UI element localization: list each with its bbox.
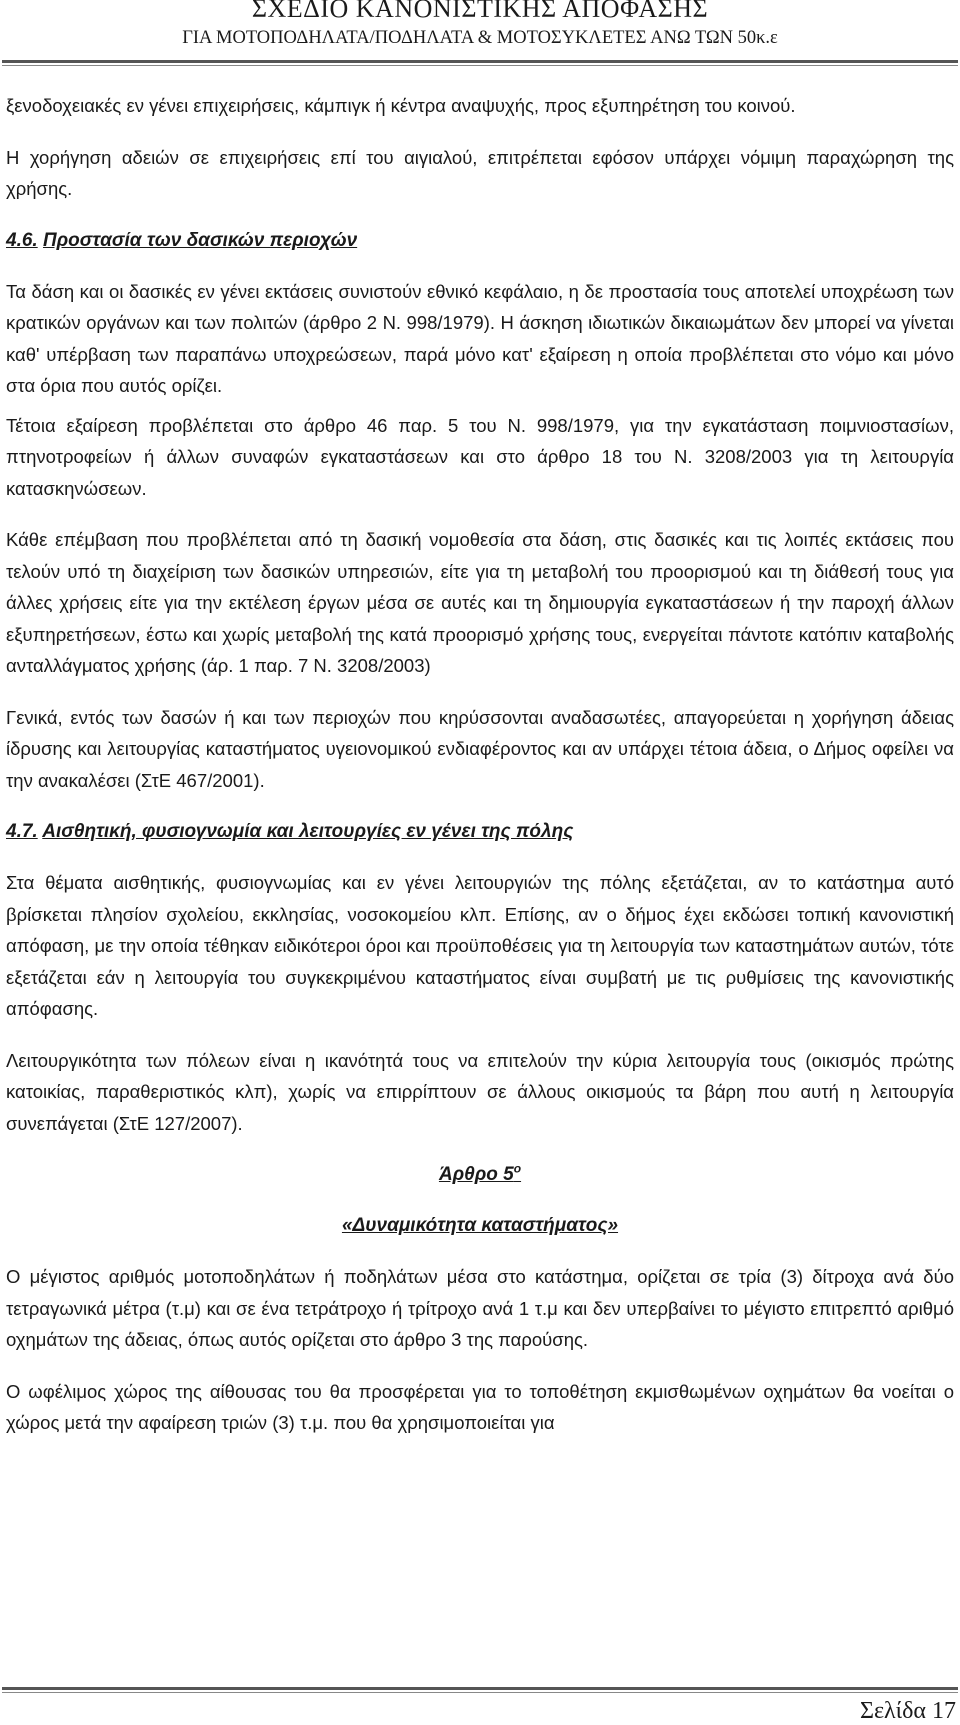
- document-title: ΣΧΕΔΙΟ ΚΑΝΟΝΙΣΤΙΚΗΣ ΑΠΟΦΑΣΗΣ: [251, 0, 709, 23]
- paragraph: Τέτοια εξαίρεση προβλέπεται στο άρθρο 46 παρ. 5 του Ν. 998/1979, για την εγκατάσταση ποιμνιοστασίων, πτηνοτροφείων ή άλλων συναφών εγκαταστάσεων και στο άρθρο 18 του Ν. 3208/2003 για τη λειτουργία κατασκηνώσεων.: [6, 414, 954, 499]
- header-divider-thin: [2, 65, 958, 66]
- paragraph: ξενοδοχειακές εν γένει επιχειρήσεις, κάμπιγκ ή κέντρα αναψυχής, προς εξυπηρέτηση του κοινού.: [6, 95, 796, 116]
- section-heading-4-6: [6, 225, 954, 256]
- document-subtitle: ΓΙΑ ΜΟΤΟΠΟΔΗΛΑΤΑ/ΠΟΔΗΛΑΤΑ & ΜΟΤΟΣΥΚΛΕΤΕΣ ΑΝΩ ΤΩΝ 50κ.ε: [182, 28, 778, 48]
- document-body: [6, 90, 954, 1459]
- paragraph: Γενικά, εντός των δασών ή και των περιοχών που κηρύσσονται αναδασωτέες, απαγορεύεται η χορήγηση άδειας ίδρυσης και λειτουργίας καταστήματος υγειονομικού ενδιαφέροντος και αν υπάρχει τέτοια άδεια, ο Δήμος οφείλει να την ανακαλέσει (ΣτΕ 467/2001).: [6, 706, 954, 791]
- paragraph: Ο ωφέλιμος χώρος της αίθουσας του θα προσφέρεται για το τοποθέτηση εκμισθωμένων οχημάτων θα νοείται ο χώρος μετά την αφαίρεση τριών (3) τ.μ. που θα χρησιμοποιείται για: [6, 1380, 954, 1433]
- page-number: Σελίδα 17: [859, 1698, 956, 1724]
- section-heading-4-7: [6, 816, 954, 847]
- article-label: Άρθρο 5: [438, 1164, 514, 1185]
- paragraph: Τα δάση και οι δασικές εν γένει εκτάσεις συνιστούν εθνικό κεφάλαιο, η δε προστασία τους αποτελεί υποχρέωση των κρατικών οργάνων και των πολιτών (άρθρο 2 Ν. 998/1979). Η άσκηση ιδιωτικών δικαιωμάτων δεν μπορεί να γίνεται καθ' υπέρβαση των παραπάνω υποχρεώσεων, παρά μόνο κατ' εξαίρεση η οποία προβλέπεται στο νόμο και μόνο στα όρια που αυτός ορίζει.: [6, 280, 954, 396]
- paragraph: Κάθε επέμβαση που προβλέπεται από τη δασική νομοθεσία στα δάση, στις δασικές και τις λοιπές εκτάσεις που τελούν υπό τη διαχείριση των δασικών υπηρεσιών, είτε για τη μεταβολή του προορισμού και τη διάθεσή τους για άλλες χρήσεις είτε για την εκτέλεση έργων μέσα σε αυτές και τη δημιουργία εγκαταστάσεων ή την παροχή άλλων εξυπηρετήσεων, έστω και χωρίς μεταβολή της κατά προορισμό χρήσης τους, ενεργείται πάντοτε κατόπιν καταβολής ανταλλάγματος χρήσης (άρ. 1 παρ. 7 Ν. 3208/2003): [6, 529, 954, 676]
- section-number: 4.6.: [6, 229, 38, 251]
- section-number: 4.7.: [6, 821, 38, 842]
- article-ordinal: ο: [513, 1161, 522, 1176]
- footer-divider: [2, 1687, 958, 1690]
- footer-divider-thin: [2, 1692, 958, 1693]
- paragraph: Η χορήγηση αδειών σε επιχειρήσεις επί του αιγιαλού, επιτρέπεται εφόσον υπάρχει νόμιμη παραχώρηση της χρήσης.: [6, 146, 954, 199]
- section-title: Προστασία των δασικών περιοχών: [42, 229, 358, 251]
- paragraph: Λειτουργικότητα των πόλεων είναι η ικανότητά τους να επιτελούν την κύρια λειτουργία τους (οικισμός πρώτης κατοικίας, παραθεριστικός κλπ), χωρίς να επιρρίπτουν σε άλλους οικισμούς τα βάρη που αυτή η λειτουργία συνεπάγεται (ΣτΕ 127/2007).: [6, 1049, 954, 1134]
- section-title: Αισθητική, φυσιογνωμία και λειτουργίες εν γένει της πόλης: [42, 821, 574, 842]
- paragraph: Στα θέματα αισθητικής, φυσιογνωμίας και εν γένει λειτουργιών της πόλης εξετάζεται, αν το κατάστημα αυτό βρίσκεται πλησίον σχολείου, εκκλησίας, νοσοκομείου κλπ. Επίσης, αν ο δήμος έχει εκδώσει τοπική κανονιστική απόφαση, με την οποία τέθηκαν ειδικότεροι όροι και προϋποθέσεις για τη λειτουργία των καταστημάτων αυτών, τότε εξετάζεται εάν η λειτουργία του συγκεκριμένου καταστήματος είναι συμβατή με τις ρυθμίσεις της κανονιστικής απόφασης.: [6, 872, 954, 1019]
- article-title: «Δυναμικότητα καταστήματος»: [341, 1215, 619, 1236]
- article-heading: [6, 1159, 954, 1190]
- header-divider: [2, 60, 958, 63]
- paragraph: Ο μέγιστος αριθμός μοτοποδηλάτων ή ποδηλάτων μέσα στο κατάστημα, ορίζεται σε τρία (3) δίτροχα ανά δύο τετραγωνικά μέτρα (τ.μ) και σε ένα τετράτροχο ή τρίτροχο ανά 1 τ.μ και δεν υπερβαίνει το μέγιστο επιτρεπτό αριθμό οχημάτων της άδειας, όπως αυτός ορίζεται στο άρθρο 3 της παρούσης.: [6, 1266, 954, 1350]
- page-header: [0, 0, 960, 50]
